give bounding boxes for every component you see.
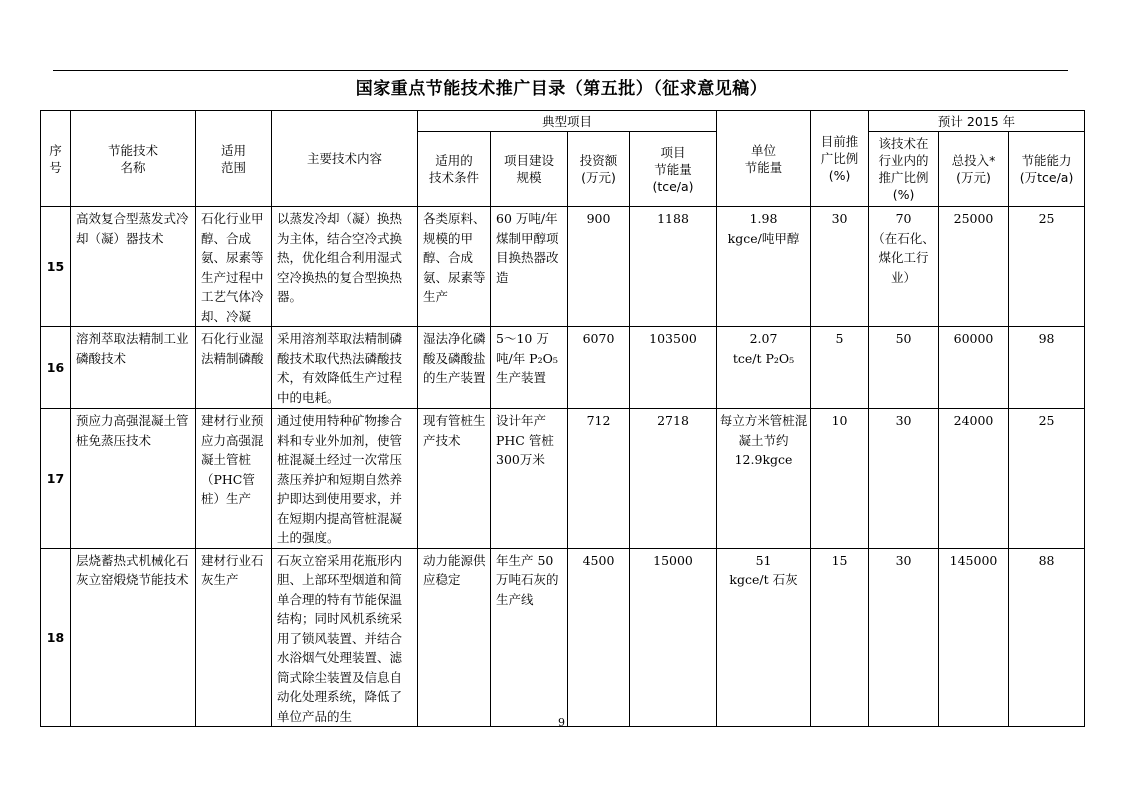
cell-industry-ratio: 30 — [869, 548, 939, 727]
cell-industry-ratio: 50 — [869, 327, 939, 409]
header-tech-name: 节能技术 名称 — [71, 111, 196, 207]
cell-tech-name: 溶剂萃取法精制工业磷酸技术 — [71, 327, 196, 409]
cell-scale: 60 万吨/年煤制甲醇项目换热器改造 — [491, 207, 568, 327]
header-seq: 序 号 — [41, 111, 71, 207]
cell-total-investment: 60000 — [939, 327, 1009, 409]
cell-project-saving: 15000 — [630, 548, 717, 727]
header-industry-ratio: 该技术在 行业内的 推广比例 (%) — [869, 132, 939, 207]
cell-project-saving: 1188 — [630, 207, 717, 327]
cell-current-ratio: 10 — [811, 409, 869, 549]
cell-investment: 900 — [568, 207, 630, 327]
cell-unit-saving: 2.07 tce/t P₂O₅ — [717, 327, 811, 409]
cell-unit-saving: 51 kgce/t 石灰 — [717, 548, 811, 727]
header-scope: 适用 范围 — [196, 111, 272, 207]
cell-tech-name: 层烧蓄热式机械化石灰立窑煅烧节能技术 — [71, 548, 196, 727]
cell-scope: 建材行业预应力高强混凝土管桩（PHC管桩）生产 — [196, 409, 272, 549]
cell-saving-capacity: 25 — [1009, 409, 1085, 549]
page-number: 9 — [558, 716, 565, 729]
table-row — [41, 207, 1085, 327]
cell-content: 采用溶剂萃取法精制磷酸技术取代热法磷酸技术，有效降低生产过程中的电耗。 — [272, 327, 418, 409]
table-row — [41, 409, 1085, 549]
header-saving-capacity: 节能能力 (万tce/a) — [1009, 132, 1085, 207]
cell-total-investment: 145000 — [939, 548, 1009, 727]
cell-current-ratio: 30 — [811, 207, 869, 327]
header-unit-saving: 单位 节能量 — [717, 111, 811, 207]
cell-saving-capacity: 25 — [1009, 207, 1085, 327]
header-forecast-2015: 预计 2015 年 — [869, 111, 1085, 132]
cell-seq: 15 — [41, 207, 71, 327]
cell-current-ratio: 5 — [811, 327, 869, 409]
header-condition: 适用的 技术条件 — [418, 132, 491, 207]
cell-scope: 石化行业甲醇、合成氨、尿素等生产过程中工艺气体冷却、冷凝 — [196, 207, 272, 327]
cell-total-investment: 25000 — [939, 207, 1009, 327]
cell-content: 以蒸发冷却（凝）换热为主体，结合空冷式换热，优化组合利用湿式空冷换热的复合型换热器。 — [272, 207, 418, 327]
cell-project-saving: 103500 — [630, 327, 717, 409]
cell-unit-saving: 每立方米管桩混凝土节约 12.9kgce — [717, 409, 811, 549]
cell-project-saving: 2718 — [630, 409, 717, 549]
header-scale: 项目建设 规模 — [491, 132, 568, 207]
cell-seq: 16 — [41, 327, 71, 409]
cell-scale: 年生产 50万吨石灰的生产线 — [491, 548, 568, 727]
cell-content: 通过使用特种矿物掺合料和专业外加剂，使管桩混凝土经过一次常压蒸压养护和短期自然养护即达到使用要求，并在短期内提高管桩混凝土的强度。 — [272, 409, 418, 549]
cell-saving-capacity: 98 — [1009, 327, 1085, 409]
cell-investment: 712 — [568, 409, 630, 549]
header-investment: 投资额 (万元) — [568, 132, 630, 207]
cell-content: 石灰立窑采用花瓶形内胆、上部环型烟道和简单合理的特有节能保温结构；同时风机系统采用了锁风装置、并结合水浴烟气处理装置、滤筒式除尘装置及信息自动化处理系统，降低了单位产品的生 — [272, 548, 418, 727]
table-row — [41, 548, 1085, 727]
cell-industry-ratio: 70 （在石化、煤化工行业） — [869, 207, 939, 327]
cell-tech-name: 高效复合型蒸发式冷却（凝）器技术 — [71, 207, 196, 327]
cell-condition: 现有管桩生产技术 — [418, 409, 491, 549]
cell-investment: 4500 — [568, 548, 630, 727]
header-current-ratio: 目前推 广比例 (%) — [811, 111, 869, 207]
cell-current-ratio: 15 — [811, 548, 869, 727]
header-total-investment: 总投入* (万元) — [939, 132, 1009, 207]
cell-unit-saving: 1.98 kgce/吨甲醇 — [717, 207, 811, 327]
cell-condition: 动力能源供应稳定 — [418, 548, 491, 727]
cell-scale: 设计年产PHC 管桩300万米 — [491, 409, 568, 549]
header-project-saving: 项目 节能量 (tce/a) — [630, 132, 717, 207]
cell-scope: 建材行业石灰生产 — [196, 548, 272, 727]
cell-industry-ratio: 30 — [869, 409, 939, 549]
header-rule — [53, 70, 1068, 71]
header-content: 主要技术内容 — [272, 111, 418, 207]
cell-condition: 各类原料、规模的甲醇、合成氨、尿素等生产 — [418, 207, 491, 327]
header-typical-project: 典型项目 — [418, 111, 717, 132]
cell-saving-capacity: 88 — [1009, 548, 1085, 727]
header-row-1 — [41, 111, 1085, 132]
document-title: 国家重点节能技术推广目录（第五批）（征求意见稿） — [355, 79, 768, 99]
energy-saving-technology-table — [40, 110, 1085, 727]
cell-tech-name: 预应力高强混凝土管桩免蒸压技术 — [71, 409, 196, 549]
cell-condition: 湿法净化磷酸及磷酸盐的生产装置 — [418, 327, 491, 409]
cell-scope: 石化行业湿法精制磷酸 — [196, 327, 272, 409]
table-row — [41, 327, 1085, 409]
cell-scale: 5～10 万吨/年 P₂O₅生产装置 — [491, 327, 568, 409]
cell-seq: 17 — [41, 409, 71, 549]
cell-investment: 6070 — [568, 327, 630, 409]
cell-seq: 18 — [41, 548, 71, 727]
cell-total-investment: 24000 — [939, 409, 1009, 549]
